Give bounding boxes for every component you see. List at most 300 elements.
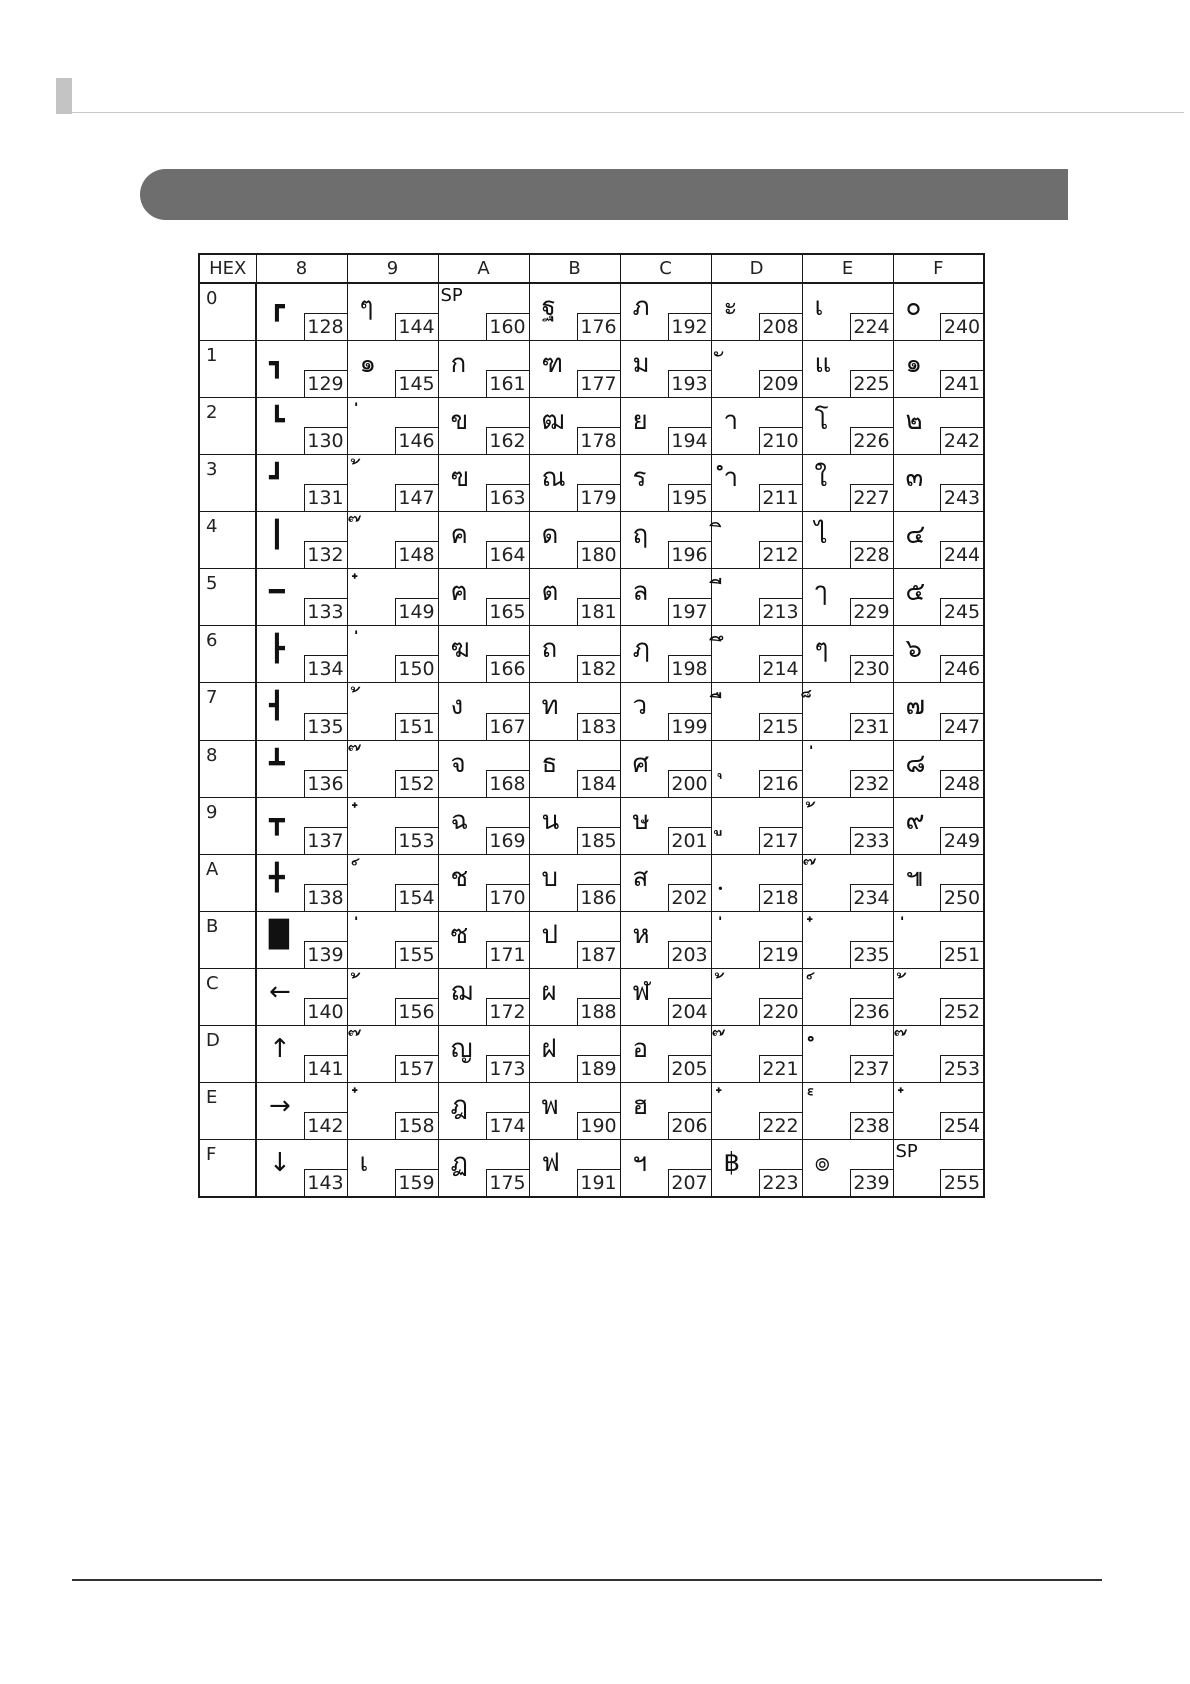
row-header: E — [199, 1083, 256, 1140]
decimal-code: 234 — [850, 884, 893, 911]
decimal-code: 251 — [940, 941, 983, 968]
character-glyph: █ — [269, 919, 289, 950]
decimal-code: 209 — [759, 370, 802, 397]
character-cell — [529, 969, 620, 1026]
character-glyph: ล — [632, 577, 649, 608]
character-cell — [893, 512, 984, 569]
character-cell — [438, 1026, 529, 1083]
character-cell — [347, 797, 438, 854]
character-cell — [620, 969, 711, 1026]
character-glyph: พ — [541, 1091, 559, 1122]
character-cell — [802, 854, 893, 911]
decimal-code: 178 — [577, 427, 620, 454]
character-cell — [802, 1083, 893, 1140]
character-glyph: ๕ — [905, 577, 926, 608]
decimal-code: 170 — [486, 884, 529, 911]
character-cell — [529, 911, 620, 968]
decimal-code: 226 — [850, 427, 893, 454]
character-cell — [438, 283, 529, 340]
decimal-code: 129 — [304, 370, 347, 397]
character-cell — [802, 1140, 893, 1197]
character-cell — [893, 1140, 984, 1197]
decimal-code: 254 — [940, 1112, 983, 1139]
character-glyph: ส — [632, 862, 649, 893]
character-cell — [529, 854, 620, 911]
decimal-code: 191 — [577, 1169, 620, 1196]
decimal-code: 214 — [759, 655, 802, 682]
decimal-code: 243 — [940, 484, 983, 511]
character-cell — [256, 1026, 347, 1083]
character-cell — [802, 283, 893, 340]
header-tab-marker — [56, 78, 72, 114]
character-glyph: ฟ — [541, 1148, 560, 1179]
character-cell — [711, 797, 802, 854]
character-glyph: โ — [814, 405, 829, 436]
character-glyph: จ — [450, 748, 466, 779]
code-page-table — [198, 253, 985, 1198]
decimal-code: 247 — [940, 713, 983, 740]
character-glyph: ถ — [541, 634, 558, 665]
character-glyph: ๒ — [905, 405, 923, 436]
character-glyph: ๆ — [814, 634, 829, 665]
decimal-code: 140 — [304, 998, 347, 1025]
character-glyph: ฐ — [541, 292, 556, 322]
character-glyph: ━ — [269, 577, 285, 608]
decimal-code: 253 — [940, 1055, 983, 1082]
decimal-code: 130 — [304, 427, 347, 454]
character-cell — [438, 397, 529, 454]
column-header: A — [438, 254, 529, 283]
character-cell — [256, 911, 347, 968]
character-cell — [256, 512, 347, 569]
character-cell — [802, 512, 893, 569]
character-cell — [711, 740, 802, 797]
column-header: B — [529, 254, 620, 283]
character-cell — [620, 1140, 711, 1197]
character-cell — [529, 283, 620, 340]
character-cell — [347, 512, 438, 569]
character-cell — [893, 397, 984, 454]
decimal-code: 152 — [395, 770, 438, 797]
decimal-code: 174 — [486, 1112, 529, 1139]
decimal-code: 163 — [486, 484, 529, 511]
character-glyph: ย — [632, 405, 648, 436]
character-glyph: ฏ — [450, 1148, 468, 1179]
character-cell — [620, 1083, 711, 1140]
character-cell — [893, 683, 984, 740]
character-cell — [256, 1140, 347, 1197]
character-glyph: เ — [814, 292, 824, 322]
section-title-bar — [140, 169, 1068, 220]
character-glyph: ฉ — [450, 805, 469, 836]
character-cell — [529, 683, 620, 740]
character-cell — [256, 283, 347, 340]
character-glyph: ร — [632, 462, 647, 493]
character-cell — [802, 911, 893, 968]
decimal-code: 206 — [668, 1112, 711, 1139]
character-cell — [438, 454, 529, 511]
character-cell — [711, 626, 802, 683]
character-cell — [529, 512, 620, 569]
decimal-code: 134 — [304, 655, 347, 682]
character-cell — [256, 340, 347, 397]
row-header: 4 — [199, 512, 256, 569]
character-cell — [347, 1083, 438, 1140]
character-cell — [711, 1140, 802, 1197]
character-glyph: ฤ — [632, 520, 649, 550]
character-glyph: ↓ — [269, 1148, 291, 1179]
decimal-code: 168 — [486, 770, 529, 797]
footer-rule — [72, 1579, 1102, 1581]
decimal-code: 147 — [395, 484, 438, 511]
character-cell — [256, 740, 347, 797]
character-glyph: ศ — [632, 748, 650, 779]
character-glyph: ๅ — [814, 577, 828, 608]
character-glyph: ┏ — [269, 292, 285, 322]
character-cell — [893, 626, 984, 683]
decimal-code: 233 — [850, 827, 893, 854]
decimal-code: 255 — [940, 1169, 983, 1196]
character-cell — [256, 969, 347, 1026]
character-cell — [711, 283, 802, 340]
decimal-code: 132 — [304, 541, 347, 568]
decimal-code: 200 — [668, 770, 711, 797]
decimal-code: 131 — [304, 484, 347, 511]
character-cell — [347, 283, 438, 340]
row-header: C — [199, 969, 256, 1026]
decimal-code: 224 — [850, 313, 893, 340]
character-glyph: ต — [541, 577, 559, 608]
row-header: 1 — [199, 340, 256, 397]
character-glyph: ๆ — [359, 292, 374, 322]
character-cell — [529, 454, 620, 511]
character-cell — [529, 797, 620, 854]
character-cell — [711, 969, 802, 1026]
decimal-code: 235 — [850, 941, 893, 968]
table-row — [199, 911, 984, 968]
decimal-code: 162 — [486, 427, 529, 454]
decimal-code: 252 — [940, 998, 983, 1025]
character-cell — [256, 626, 347, 683]
decimal-code: 217 — [759, 827, 802, 854]
character-glyph: ฬ — [632, 977, 651, 1007]
decimal-code: 248 — [940, 770, 983, 797]
character-glyph: ำ — [723, 462, 739, 493]
character-cell — [802, 797, 893, 854]
character-glyph: ภ — [632, 292, 650, 322]
character-cell — [438, 969, 529, 1026]
decimal-code: 141 — [304, 1055, 347, 1082]
decimal-code: 159 — [395, 1169, 438, 1196]
decimal-code: 218 — [759, 884, 802, 911]
decimal-code: 180 — [577, 541, 620, 568]
character-glyph: ๐ — [905, 292, 922, 322]
table-row — [199, 397, 984, 454]
table-row — [199, 283, 984, 340]
decimal-code: 188 — [577, 998, 620, 1025]
character-glyph: ม — [632, 348, 650, 379]
table-row — [199, 969, 984, 1026]
decimal-code: 205 — [668, 1055, 711, 1082]
character-cell — [620, 569, 711, 626]
character-glyph: ┳ — [269, 805, 285, 836]
decimal-code: 187 — [577, 941, 620, 968]
character-cell — [438, 1083, 529, 1140]
row-header: D — [199, 1026, 256, 1083]
character-cell — [802, 969, 893, 1026]
character-glyph: ฦ — [632, 634, 650, 665]
character-cell — [802, 454, 893, 511]
decimal-code: 160 — [486, 313, 529, 340]
character-cell — [256, 797, 347, 854]
decimal-code: 202 — [668, 884, 711, 911]
decimal-code: 179 — [577, 484, 620, 511]
character-glyph: ฆ — [450, 634, 470, 665]
character-glyph: แ — [814, 348, 832, 379]
decimal-code: 250 — [940, 884, 983, 911]
character-cell — [529, 569, 620, 626]
character-cell — [256, 454, 347, 511]
decimal-code: 219 — [759, 941, 802, 968]
character-cell — [529, 1140, 620, 1197]
decimal-code: 195 — [668, 484, 711, 511]
character-glyph: ฿ — [723, 1148, 741, 1179]
decimal-code: 165 — [486, 598, 529, 625]
table-row — [199, 854, 984, 911]
character-cell — [711, 683, 802, 740]
character-cell — [438, 854, 529, 911]
character-glyph: ฌ — [450, 977, 473, 1007]
character-cell — [620, 454, 711, 511]
decimal-code: 189 — [577, 1055, 620, 1082]
character-cell — [802, 740, 893, 797]
character-cell — [893, 969, 984, 1026]
character-glyph: ๓ — [905, 462, 924, 493]
character-cell — [620, 512, 711, 569]
decimal-code: 183 — [577, 713, 620, 740]
decimal-code: 137 — [304, 827, 347, 854]
character-glyph: ฎ — [450, 1091, 468, 1122]
character-glyph: ฝ — [541, 1034, 557, 1065]
character-glyph: ฯ — [632, 1148, 648, 1179]
decimal-code: 196 — [668, 541, 711, 568]
decimal-code: 231 — [850, 713, 893, 740]
character-cell — [347, 626, 438, 683]
decimal-code: 220 — [759, 998, 802, 1025]
character-cell — [529, 626, 620, 683]
character-glyph: ๙ — [905, 805, 925, 836]
table-row — [199, 454, 984, 511]
character-cell — [620, 397, 711, 454]
character-glyph: ฑ — [541, 348, 564, 379]
character-cell — [893, 1083, 984, 1140]
character-glyph: ณ — [541, 462, 566, 493]
character-glyph: ว — [632, 691, 648, 722]
table-row — [199, 683, 984, 740]
decimal-code: 153 — [395, 827, 438, 854]
decimal-code: 240 — [940, 313, 983, 340]
character-cell — [529, 1026, 620, 1083]
decimal-code: 138 — [304, 884, 347, 911]
decimal-code: 228 — [850, 541, 893, 568]
character-cell — [438, 569, 529, 626]
character-glyph: า — [723, 405, 739, 436]
column-header: F — [893, 254, 984, 283]
decimal-code: 230 — [850, 655, 893, 682]
character-cell — [802, 626, 893, 683]
character-glyph: ↑ — [269, 1034, 291, 1065]
character-cell — [438, 911, 529, 968]
character-glyph: ใ — [814, 462, 828, 493]
decimal-code: 143 — [304, 1169, 347, 1196]
column-header: E — [802, 254, 893, 283]
decimal-code: 223 — [759, 1169, 802, 1196]
decimal-code: 167 — [486, 713, 529, 740]
decimal-code: 133 — [304, 598, 347, 625]
decimal-code: 225 — [850, 370, 893, 397]
character-cell — [256, 1083, 347, 1140]
character-cell — [347, 683, 438, 740]
decimal-code: 197 — [668, 598, 711, 625]
character-cell — [620, 340, 711, 397]
decimal-code: 204 — [668, 998, 711, 1025]
character-cell — [256, 854, 347, 911]
decimal-code: 150 — [395, 655, 438, 682]
decimal-code: 136 — [304, 770, 347, 797]
character-cell — [347, 969, 438, 1026]
character-cell — [711, 340, 802, 397]
character-glyph: บ — [541, 862, 559, 893]
character-glyph: ก — [450, 348, 467, 379]
decimal-code: 166 — [486, 655, 529, 682]
character-cell — [711, 911, 802, 968]
decimal-code: 194 — [668, 427, 711, 454]
decimal-code: 145 — [395, 370, 438, 397]
row-header: 2 — [199, 397, 256, 454]
character-cell — [893, 569, 984, 626]
decimal-code: 198 — [668, 655, 711, 682]
decimal-code: 169 — [486, 827, 529, 854]
decimal-code: 135 — [304, 713, 347, 740]
table-row — [199, 626, 984, 683]
character-glyph: ษ — [632, 805, 650, 836]
decimal-code: 244 — [940, 541, 983, 568]
decimal-code: 171 — [486, 941, 529, 968]
decimal-code: 222 — [759, 1112, 802, 1139]
character-cell — [802, 340, 893, 397]
decimal-code: 237 — [850, 1055, 893, 1082]
character-cell — [438, 626, 529, 683]
character-cell — [347, 854, 438, 911]
character-glyph: ช — [450, 862, 469, 893]
decimal-code: 176 — [577, 313, 620, 340]
decimal-code: 156 — [395, 998, 438, 1025]
decimal-code: 210 — [759, 427, 802, 454]
character-glyph: ๚ — [905, 862, 924, 893]
character-glyph: ๏ — [814, 1148, 831, 1179]
character-cell — [802, 397, 893, 454]
decimal-code: 146 — [395, 427, 438, 454]
decimal-code: 208 — [759, 313, 802, 340]
decimal-code: 207 — [668, 1169, 711, 1196]
decimal-code: 172 — [486, 998, 529, 1025]
decimal-code: 175 — [486, 1169, 529, 1196]
character-cell — [347, 1140, 438, 1197]
row-header: 6 — [199, 626, 256, 683]
character-glyph: ญ — [450, 1034, 473, 1065]
table-row — [199, 797, 984, 854]
character-glyph: อ — [632, 1034, 649, 1065]
character-glyph: ด — [541, 520, 559, 550]
character-cell — [256, 683, 347, 740]
character-glyph: ┫ — [269, 691, 285, 722]
decimal-code: 203 — [668, 941, 711, 968]
table-row — [199, 1083, 984, 1140]
character-cell — [620, 740, 711, 797]
character-cell — [438, 740, 529, 797]
decimal-code: 236 — [850, 998, 893, 1025]
decimal-code: 148 — [395, 541, 438, 568]
decimal-code: 239 — [850, 1169, 893, 1196]
column-header-row — [199, 254, 984, 283]
table-row — [199, 740, 984, 797]
character-cell — [711, 454, 802, 511]
character-glyph: ฮ — [632, 1091, 649, 1122]
character-cell — [893, 854, 984, 911]
column-header: 9 — [347, 254, 438, 283]
row-header: 0 — [199, 283, 256, 340]
character-cell — [529, 340, 620, 397]
character-cell — [347, 397, 438, 454]
character-glyph: ┛ — [269, 462, 285, 493]
character-glyph: เ — [359, 1148, 369, 1179]
character-glyph: ค — [450, 520, 468, 550]
character-glyph: ฃ — [450, 462, 469, 493]
character-glyph: ๘ — [905, 748, 926, 779]
decimal-code: 215 — [759, 713, 802, 740]
character-glyph: → — [269, 1091, 291, 1122]
row-header: 5 — [199, 569, 256, 626]
character-cell — [620, 797, 711, 854]
character-glyph: SP — [440, 285, 463, 306]
character-cell — [893, 283, 984, 340]
character-cell — [438, 1140, 529, 1197]
character-cell — [347, 569, 438, 626]
character-cell — [893, 340, 984, 397]
character-glyph: SP — [895, 1141, 918, 1163]
decimal-code: 227 — [850, 484, 893, 511]
character-cell — [893, 740, 984, 797]
character-cell — [620, 626, 711, 683]
decimal-code: 193 — [668, 370, 711, 397]
character-glyph: ← — [269, 977, 291, 1007]
table-row — [199, 1140, 984, 1197]
column-header: 8 — [256, 254, 347, 283]
character-glyph: ไ — [814, 520, 828, 550]
table-row — [199, 1026, 984, 1083]
character-cell — [438, 512, 529, 569]
character-cell — [620, 854, 711, 911]
character-glyph: ┗ — [269, 405, 285, 436]
character-cell — [893, 797, 984, 854]
decimal-code: 155 — [395, 941, 438, 968]
character-cell — [529, 740, 620, 797]
row-header: 8 — [199, 740, 256, 797]
decimal-code: 213 — [759, 598, 802, 625]
hex-corner-header: HEX — [199, 254, 256, 283]
character-glyph: ๗ — [905, 691, 926, 722]
character-cell — [347, 911, 438, 968]
